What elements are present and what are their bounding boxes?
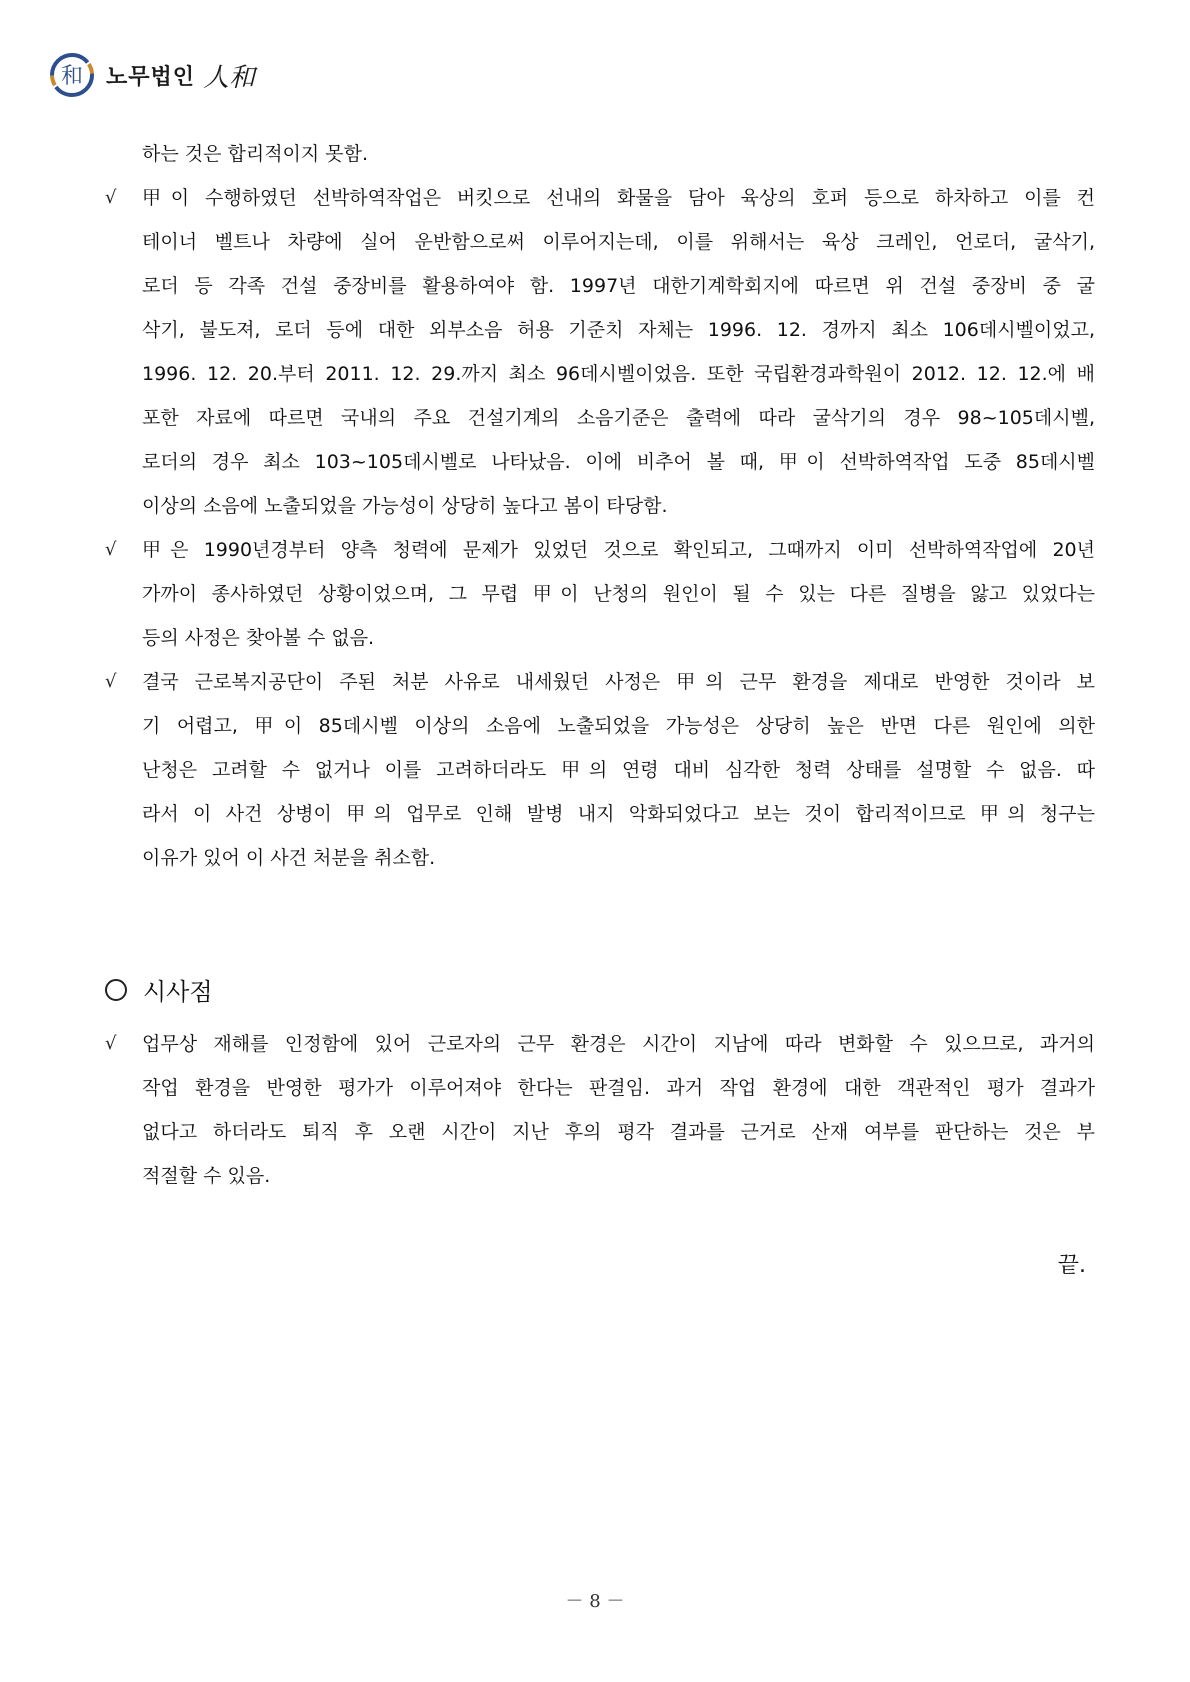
paragraph-line: 작업 환경을 반영한 평가가 이루어져야 한다는 판결임. 과거 작업 환경에 대한 객관적인 평가 결과가 xyxy=(142,1077,1095,1099)
paragraph-line: 甲은 1990년경부터 양측 청력에 문제가 있었던 것으로 확인되고, 그때까지 이미 선박하역작업에 20년 xyxy=(142,539,1095,561)
check-mark-icon: √ xyxy=(105,539,117,560)
paragraph-line: 가까이 종사하였던 상황이었으며, 그 무렵 甲이 난청의 원인이 될 수 있는 다른 질병을 앓고 있었다는 xyxy=(142,583,1095,605)
paragraph-line: 기 어렵고, 甲이 85데시벨 이상의 소음에 노출되었을 가능성은 상당히 높은 반면 다른 원인에 의한 xyxy=(142,715,1095,737)
paragraph-line: 1996. 12. 20.부터 2011. 12. 29.까지 최소 96데시벨이었음. 또한 국립환경과학원이 2012. 12. 12.에 배 xyxy=(142,363,1095,385)
page-number: － 8 － xyxy=(565,1591,625,1612)
bullet-paragraph xyxy=(105,1022,1095,1198)
paragraph-line: 난청은 고려할 수 없거나 이를 고려하더라도 甲의 연령 대비 심각한 청력 상태를 설명할 수 없음. 따 xyxy=(142,759,1095,781)
firm-name: 노무법인 xyxy=(106,64,196,90)
section-heading xyxy=(105,972,213,1007)
paragraph-line: 등의 사정은 찾아볼 수 없음. xyxy=(142,627,375,649)
section-title: 시사점 xyxy=(143,978,213,1006)
firm-hanja: 人和 xyxy=(203,62,256,93)
end-mark: 끝. xyxy=(1057,1253,1086,1278)
document-header xyxy=(48,50,255,100)
bullet-paragraph xyxy=(105,528,1095,660)
check-mark-icon: √ xyxy=(105,1033,117,1054)
paragraph-line: 삭기, 불도져, 로더 등에 대한 외부소음 허용 기준치 자체는 1996. 12. 경까지 최소 106데시벨이었고, xyxy=(142,319,1095,341)
paragraph-line: 이상의 소음에 노출되었을 가능성이 상당히 높다고 봄이 타당함. xyxy=(142,495,668,517)
paragraph-line: 포한 자료에 따르면 국내의 주요 건설기계의 소음기준은 출력에 따라 굴삭기의 경우 98~105데시벨, xyxy=(142,407,1095,429)
bullet-paragraph xyxy=(105,660,1095,880)
paragraph-line: 甲이 수행하였던 선박하역작업은 버킷으로 선내의 화물을 담아 육상의 호퍼 등으로 하차하고 이를 컨 xyxy=(142,187,1095,209)
bullet-paragraph xyxy=(105,176,1095,528)
paragraph-line: 라서 이 사건 상병이 甲의 업무로 인해 발병 내지 악화되었다고 보는 것이 합리적이므로 甲의 청구는 xyxy=(142,803,1095,825)
implications-content xyxy=(105,1022,1095,1198)
paragraph-line: 테이너 벨트나 차량에 실어 운반함으로써 이루어지는데, 이를 위해서는 육상 크레인, 언로더, 굴삭기, xyxy=(142,231,1095,253)
continuation-paragraph xyxy=(105,132,1095,176)
paragraph-line: 없다고 하더라도 퇴직 후 오랜 시간이 지난 후의 평각 결과를 근거로 산재 여부를 판단하는 것은 부 xyxy=(142,1121,1095,1143)
check-mark-icon: √ xyxy=(105,187,117,208)
firm-logo-icon xyxy=(48,51,96,99)
paragraph-line: 로더 등 각족 건설 중장비를 활용하여야 함. 1997년 대한기계학회지에 따르면 위 건설 중장비 중 굴 xyxy=(142,275,1095,297)
paragraph-line: 적절할 수 있음. xyxy=(142,1165,271,1187)
paragraph-line: 이유가 있어 이 사건 처분을 취소함. xyxy=(142,847,436,869)
paragraph-line: 업무상 재해를 인정함에 있어 근로자의 근무 환경은 시간이 지남에 따라 변화할 수 있으므로, 과거의 xyxy=(142,1033,1095,1055)
paragraph-line: 하는 것은 합리적이지 못함. xyxy=(142,143,369,165)
paragraph-line: 결국 근로복지공단이 주된 처분 사유로 내세웠던 사정은 甲의 근무 환경을 제대로 반영한 것이라 보 xyxy=(142,671,1095,693)
main-content xyxy=(105,132,1095,880)
logo-glyph: 和 xyxy=(60,64,84,89)
paragraph-line: 로더의 경우 최소 103~105데시벨로 나타났음. 이에 비추어 볼 때, 甲이 선박하역작업 도중 85데시벨 xyxy=(142,451,1095,473)
check-mark-icon: √ xyxy=(105,671,117,692)
circle-bullet-icon xyxy=(105,979,127,1001)
